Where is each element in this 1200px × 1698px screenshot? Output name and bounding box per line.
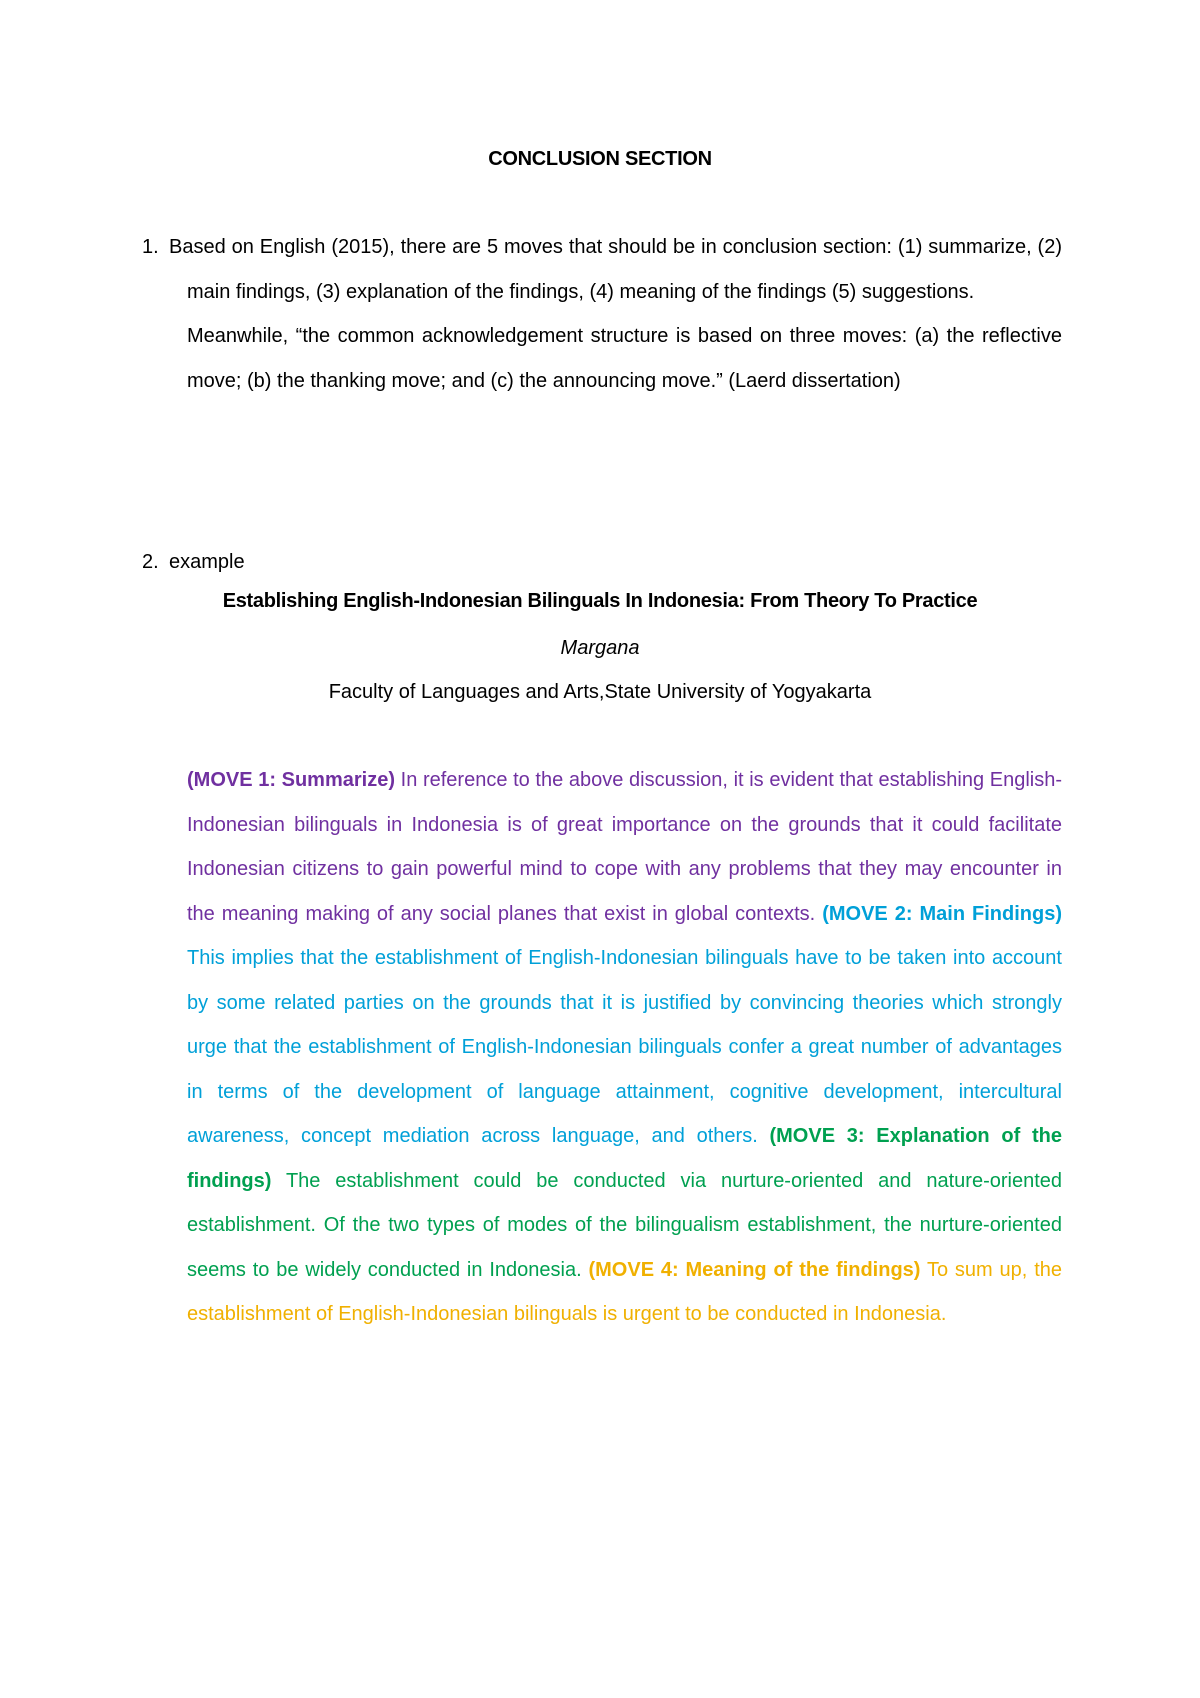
list-number-1: 1. [142, 236, 159, 258]
move-2-text: This implies that the establishment of English-Indonesian bilinguals have to be taken into account by some related parties on the grounds that it is justified by convincing theories which strongly urge that the establishment of English-Indonesian bilinguals confer a great number of advantages in terms of the development of language attainment, cognitive development, intercultural awareness, concept mediation across language, and others. [187, 947, 1062, 1147]
move-2-segment [187, 903, 1062, 1148]
move-3-label: (MOVE 3: Explanation of the findings) [187, 1125, 1062, 1192]
moves-description: Based on English (2015), there are 5 moves that should be in conclusion section: (1) summarize, (2) main findings, (3) explanation of the findings, (4) meaning of the findings (5) suggestions. [169, 236, 1062, 303]
list-item-2 [142, 540, 1062, 585]
article-title: Establishing English-Indonesian Bilinguals In Indonesia: From Theory To Practice [222, 590, 978, 612]
move-2-label: (MOVE 2: Main Findings) [822, 902, 1062, 925]
move-1-label: (MOVE 1: Summarize) [187, 769, 395, 791]
list-item-1 [142, 225, 1062, 403]
move-4-label: (MOVE 4: Meaning of the findings) [588, 1258, 921, 1281]
move-4-text: To sum up, the establishment of English-Indonesian bilinguals is urgent to be conducted in Indonesia. [187, 1258, 1062, 1325]
article-affiliation: Faculty of Languages and Arts,State University of Yogyakarta [328, 681, 872, 703]
move-1-segment [187, 769, 1062, 925]
acknowledgement-quote: Meanwhile, “the common acknowledgement structure is based on three moves: (a) the reflective move; (b) the thanking move; and (c) the announcing move.” (Laerd dissertation) [187, 325, 1062, 392]
move-3-text: The establishment could be conducted via nurture-oriented and nature-oriented establishment. Of the two types of modes of the bilingualism establishment, the nurture-oriented seems to be widely conducted in Indonesia. [187, 1169, 1062, 1281]
example-conclusion-paragraph [187, 758, 1062, 1337]
move-3-segment [187, 1125, 1062, 1281]
list-item-2-body: example [169, 551, 245, 573]
list-item-1-body [169, 225, 1062, 403]
list-number-2: 2. [142, 551, 159, 573]
article-author: Margana [560, 637, 640, 659]
section-heading: CONCLUSION SECTION [488, 148, 712, 170]
move-1-text: In reference to the above discussion, it is evident that establishing English- Indonesian bilinguals in Indonesia is of great importance on the grounds that it could facilitate Indonesian citizens to gain powerful mind to cope with any problems that they may encounter in the meaning making of any social planes that exist in global contexts. [187, 769, 1062, 925]
